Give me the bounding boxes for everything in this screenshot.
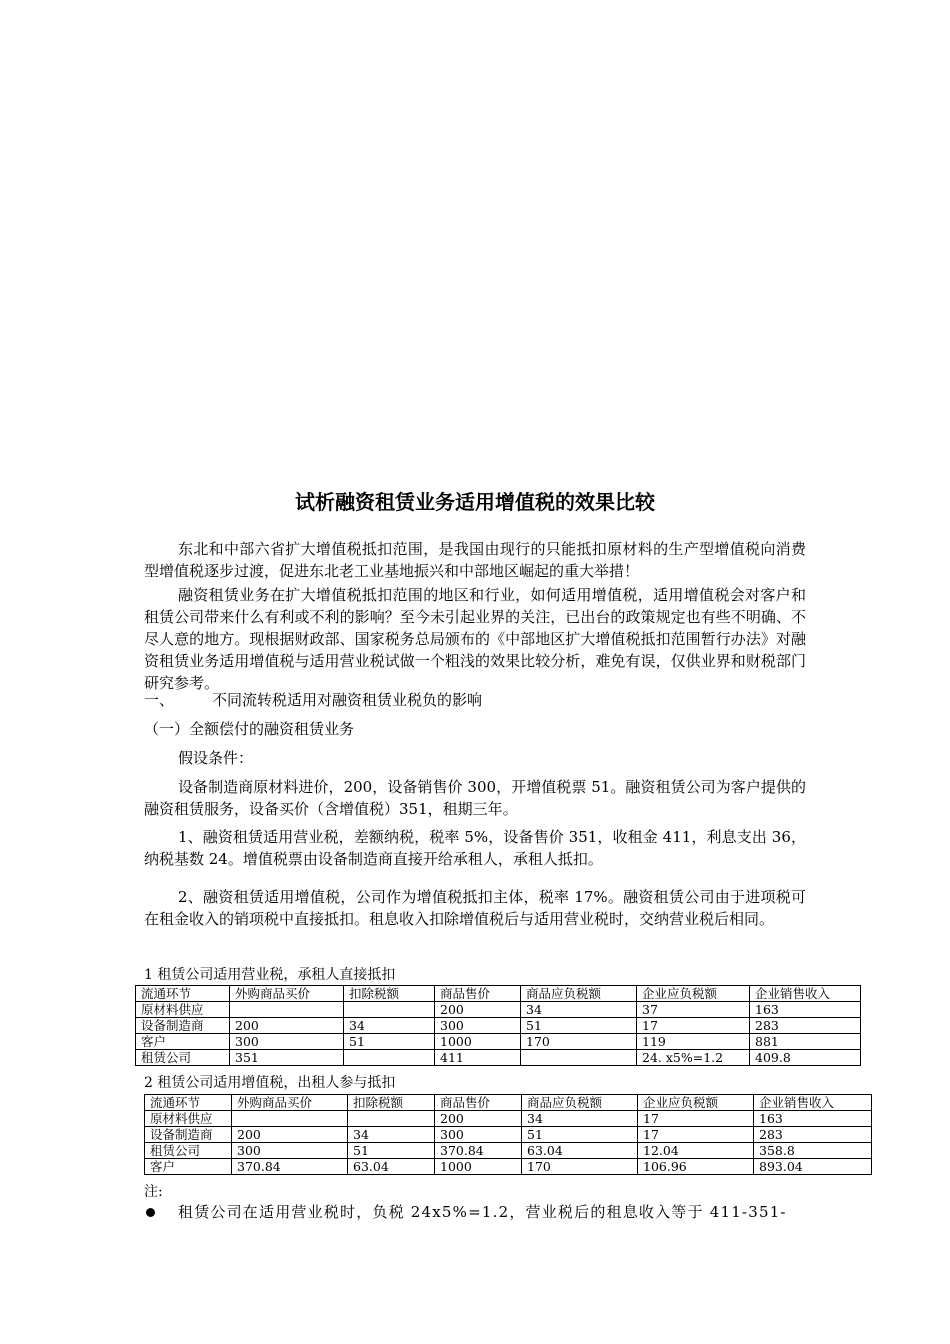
table-header-row xyxy=(136,986,861,1002)
table-cell: 370.84 xyxy=(435,1143,522,1159)
table1-caption: 1 租赁公司适用营业税，承租人直接抵扣 xyxy=(144,967,396,983)
note-label: 注: xyxy=(144,1184,163,1200)
table-row xyxy=(136,1050,861,1066)
table-cell: 106.96 xyxy=(638,1159,754,1175)
table-header-cell: 企业销售收入 xyxy=(750,986,861,1002)
table-row xyxy=(145,1143,872,1159)
table-cell: 893.04 xyxy=(754,1159,872,1175)
table-header-cell: 商品应负税额 xyxy=(521,986,637,1002)
table2 xyxy=(144,1094,872,1175)
table-cell: 34 xyxy=(522,1111,638,1127)
table-header-cell: 流通环节 xyxy=(145,1095,232,1111)
table-cell: 51 xyxy=(344,1034,435,1050)
table-cell: 163 xyxy=(750,1002,861,1018)
table-cell: 351 xyxy=(230,1050,344,1066)
table-cell xyxy=(230,1002,344,1018)
table-cell xyxy=(344,1002,435,1018)
table-header-cell: 外购商品买价 xyxy=(230,986,344,1002)
table-cell xyxy=(348,1111,435,1127)
paragraph-intro: 东北和中部六省扩大增值税抵扣范围，是我国由现行的只能抵扣原材料的生产型增值税向消费型增值税逐步过渡，促进东北老工业基地振兴和中部地区崛起的重大举措！ xyxy=(144,540,806,580)
table-header-cell: 商品售价 xyxy=(435,986,521,1002)
table-cell: 200 xyxy=(435,1002,521,1018)
table-cell: 12.04 xyxy=(638,1143,754,1159)
table-cell: 200 xyxy=(435,1111,522,1127)
section-heading: 不同流转税适用对融资租赁业税负的影响 xyxy=(212,691,483,709)
table-cell: 163 xyxy=(754,1111,872,1127)
table-row xyxy=(145,1111,872,1127)
table-row xyxy=(136,1034,861,1050)
table-cell: 客户 xyxy=(136,1034,230,1050)
table-cell: 411 xyxy=(435,1050,521,1066)
table-cell: 283 xyxy=(750,1018,861,1034)
paragraph-background: 融资租赁业务在扩大增值税抵扣范围的地区和行业，如何适用增值税，适用增值税会对客户和租赁公司带来什么有利或不利的影响？至今未引起业界的关注，已出台的政策规定也有些不明确、不尽人意的地方。现根据财政部、国家税务总局颁布的《中部地区扩大增值税抵扣范围暂行办法》对融资租赁业务适用增值税与适用营业税试做一个粗浅的效果比较分析，难免有误，仅供业界和财税部门研究参考。 xyxy=(144,586,806,692)
table-header-cell: 企业销售收入 xyxy=(754,1095,872,1111)
table-cell: 51 xyxy=(521,1018,637,1034)
table1 xyxy=(135,985,861,1066)
table-cell: 租赁公司 xyxy=(145,1143,232,1159)
table-header-cell: 外购商品买价 xyxy=(232,1095,348,1111)
table-cell: 24. x5%=1.2 xyxy=(637,1050,750,1066)
table-cell: 设备制造商 xyxy=(145,1127,232,1143)
table-cell xyxy=(344,1050,435,1066)
table-cell: 170 xyxy=(522,1159,638,1175)
table-cell: 原材料供应 xyxy=(145,1111,232,1127)
paragraph-vat-case: 2、融资租赁适用增值税，公司作为增值税抵扣主体，税率 17%。融资租赁公司由于进项税可在租金收入的销项税中直接抵扣。租息收入扣除增值税后与适用营业税时，交纳营业税后相同。 xyxy=(144,888,806,928)
table2-caption: 2 租赁公司适用增值税，出租人参与抵扣 xyxy=(144,1075,396,1091)
table-cell: 200 xyxy=(232,1127,348,1143)
table-header-cell: 企业应负税额 xyxy=(638,1095,754,1111)
table-cell: 17 xyxy=(638,1111,754,1127)
table-header-cell: 流通环节 xyxy=(136,986,230,1002)
table-cell: 300 xyxy=(232,1143,348,1159)
note-bullet-text: 租赁公司在适用营业税时，负税 24x5%=1.2，营业税后的租息收入等于 411-351- xyxy=(178,1203,787,1221)
table-cell: 63.04 xyxy=(348,1159,435,1175)
table-header-cell: 商品售价 xyxy=(435,1095,522,1111)
document-title: 试析融资租赁业务适用增值税的效果比较 xyxy=(295,490,655,514)
table-cell: 客户 xyxy=(145,1159,232,1175)
table-cell: 原材料供应 xyxy=(136,1002,230,1018)
paragraph-business-tax-case: 1、融资租赁适用营业税，差额纳税，税率 5%，设备售价 351，收租金 411，利息支出 36，纳税基数 24。增值税票由设备制造商直接开给承租人，承租人抵扣。 xyxy=(144,828,806,868)
table-cell: 1000 xyxy=(435,1159,522,1175)
table-cell: 300 xyxy=(230,1034,344,1050)
table-header-cell: 扣除税额 xyxy=(344,986,435,1002)
table-cell xyxy=(232,1111,348,1127)
table-header-row xyxy=(145,1095,872,1111)
table-cell: 17 xyxy=(637,1018,750,1034)
table-cell: 51 xyxy=(522,1127,638,1143)
table-cell: 租赁公司 xyxy=(136,1050,230,1066)
section-number: 一、 xyxy=(144,691,175,709)
table-cell: 34 xyxy=(521,1002,637,1018)
table-cell: 370.84 xyxy=(232,1159,348,1175)
table-cell: 51 xyxy=(348,1143,435,1159)
table-cell: 34 xyxy=(348,1127,435,1143)
paragraph-assumptions: 设备制造商原材料进价，200，设备销售价 300，开增值税票 51。融资租赁公司为客户提供的融资租赁服务，设备买价（含增值税）351，租期三年。 xyxy=(144,778,806,818)
table-cell: 200 xyxy=(230,1018,344,1034)
table-cell: 设备制造商 xyxy=(136,1018,230,1034)
table-cell: 17 xyxy=(638,1127,754,1143)
table-row xyxy=(145,1159,872,1175)
table-header-cell: 商品应负税额 xyxy=(522,1095,638,1111)
bullet-icon xyxy=(146,1208,155,1217)
table-cell: 358.8 xyxy=(754,1143,872,1159)
table-row xyxy=(136,1002,861,1018)
table-cell: 409.8 xyxy=(750,1050,861,1066)
table-row xyxy=(145,1127,872,1143)
table-cell: 1000 xyxy=(435,1034,521,1050)
table-cell: 37 xyxy=(637,1002,750,1018)
table-cell: 34 xyxy=(344,1018,435,1034)
table-cell: 300 xyxy=(435,1127,522,1143)
table-row xyxy=(136,1018,861,1034)
subsection-heading: （一）全额偿付的融资租赁业务 xyxy=(144,720,355,738)
assumption-label: 假设条件： xyxy=(178,749,254,767)
table-cell xyxy=(521,1050,637,1066)
table-header-cell: 扣除税额 xyxy=(348,1095,435,1111)
table-cell: 300 xyxy=(435,1018,521,1034)
table-cell: 63.04 xyxy=(522,1143,638,1159)
table-cell: 170 xyxy=(521,1034,637,1050)
table-header-cell: 企业应负税额 xyxy=(637,986,750,1002)
table-cell: 881 xyxy=(750,1034,861,1050)
table-cell: 283 xyxy=(754,1127,872,1143)
table-cell: 119 xyxy=(637,1034,750,1050)
